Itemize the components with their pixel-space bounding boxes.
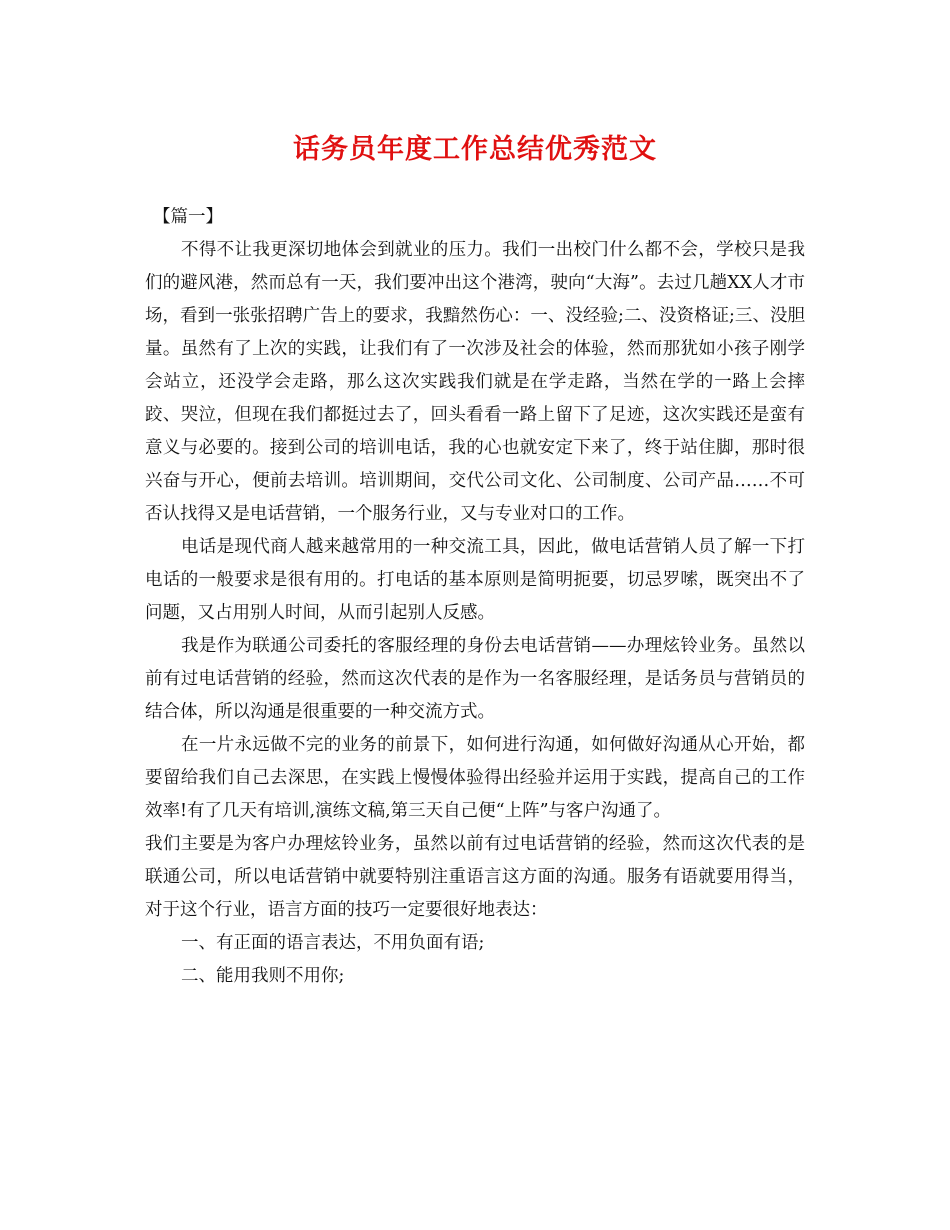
list-item-2: 二、能用我则不用你; (181, 966, 345, 986)
section-label: 【篇一】 (153, 207, 223, 227)
paragraph-5: 我们主要是为客户办理炫铃业务，虽然以前有过电话营销的经验，然而这次代表的是联通公司，所以电话营销中就要特别注重语言这方面的沟通。服务有语就要用得当，对于这个行业，语言方面的技巧一定要很好地表达： (145, 834, 805, 920)
document-body (145, 201, 805, 993)
paragraph-2: 电话是现代商人越来越常用的一种交流工具，因此，做电话营销人员了解一下打电话的一般要求是很有用的。打电话的基本原则是简明扼要，切忌罗嗦，既突出不了问题，又占用别人时间，从而引起别人反感。 (145, 537, 805, 623)
document-title: 话务员年度工作总结优秀范文 (293, 134, 657, 165)
paragraph-1: 不得不让我更深切地体会到就业的压力。我们一出校门什么都不会，学校只是我们的避风港，然而总有一天，我们要冲出这个港湾，驶向“大海”。去过几趟XX人才市场，看到一张张招聘广告上的要求，我黯然伤心：一、没经验;二、没资格证;三、没胆量。虽然有了上次的实践，让我们有了一次涉及社会的体验，然而那犹如小孩子刚学会站立，还没学会走路，那么这次实践我们就是在学走路，当然在学的一路上会摔跤、哭泣，但现在我们都挺过去了，回头看看一路上留下了足迹，这次实践还是蛮有意义与必要的。接到公司的培训电话，我的心也就安定下来了，终于站住脚，那时很兴奋与开心，便前去培训。培训期间，交代公司文化、公司制度、公司产品……不可否认找得又是电话营销，一个服务行业，又与专业对口的工作。 (145, 240, 805, 524)
paragraph-3: 我是作为联通公司委托的客服经理的身份去电话营销——办理炫铃业务。虽然以前有过电话营销的经验，然而这次代表的是作为一名客服经理，是话务员与营销员的结合体，所以沟通是很重要的一种交流方式。 (145, 636, 805, 722)
list-item-1: 一、有正面的语言表达，不用负面有语; (181, 933, 485, 953)
paragraph-4: 在一片永远做不完的业务的前景下，如何进行沟通，如何做好沟通从心开始，都要留给我们自己去深思，在实践上慢慢体验得出经验并运用于实践，提高自己的工作效率!有了几天有培训,演练文稿,第三天自己便“上阵”与客户沟通了。 (145, 735, 805, 821)
